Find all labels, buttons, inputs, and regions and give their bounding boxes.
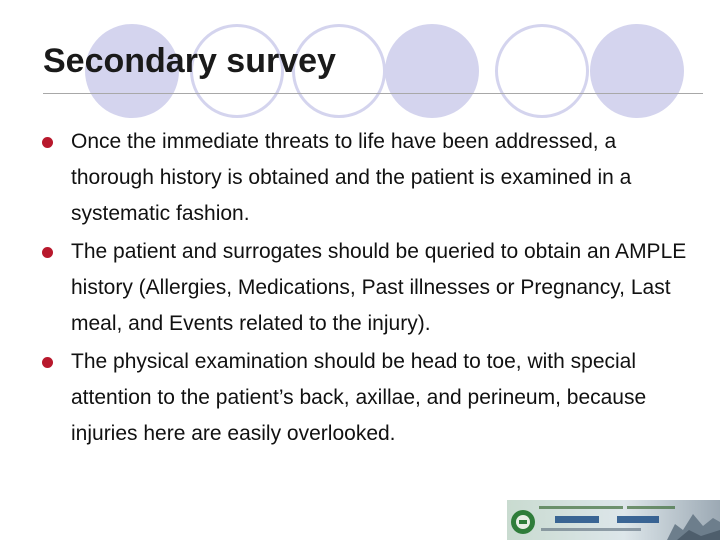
- bullet-text: The patient and surrogates should be queried to obtain an AMPLE history (Allergies, Medications, Past illnesses or Pregnancy, Last meal, and Events related to the injury).: [71, 240, 687, 335]
- bullet-text: The physical examination should be head to toe, with special attention to the patient’s back, axillae, and perineum, because injuries here are easily overlooked.: [71, 350, 647, 445]
- bullet-item: [40, 344, 700, 452]
- red-dot-icon: [42, 357, 53, 368]
- hospital-logo: [507, 500, 720, 540]
- bullet-list: [40, 124, 700, 454]
- decor-circle: [385, 24, 479, 118]
- slide-title: Secondary survey: [43, 42, 336, 80]
- title-divider: [43, 93, 703, 94]
- bullet-item: [40, 234, 700, 342]
- hospital-logo-graphic: [507, 500, 720, 540]
- bullet-item: [40, 124, 700, 232]
- bullet-text: Once the immediate threats to life have been addressed, a thorough history is obtained and the patient is examined in a systematic fashion.: [71, 130, 632, 225]
- decor-ring: [495, 24, 589, 118]
- decor-circle: [590, 24, 684, 118]
- red-dot-icon: [42, 137, 53, 148]
- red-dot-icon: [42, 247, 53, 258]
